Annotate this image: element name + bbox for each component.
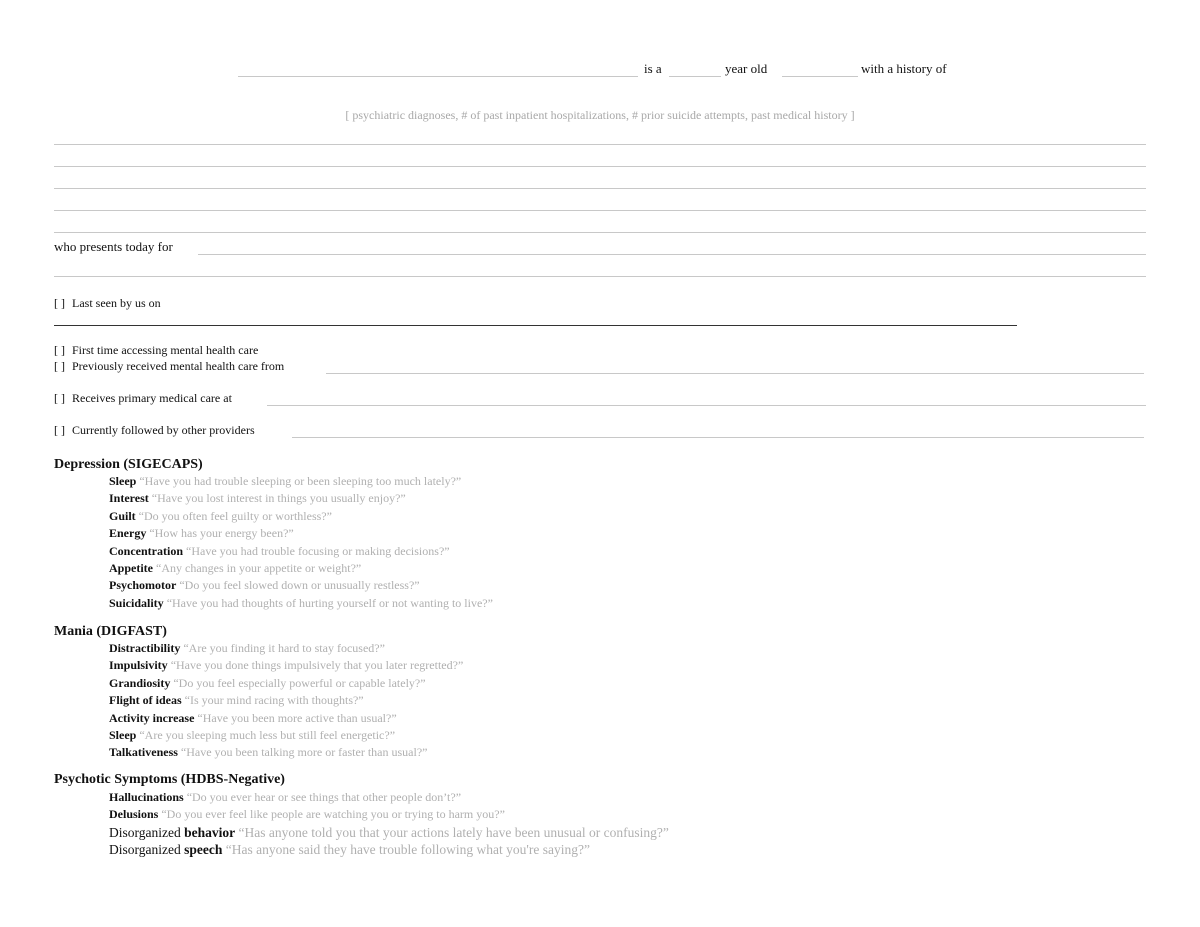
age-line[interactable] <box>669 76 721 77</box>
last-seen-label: Last seen by us on <box>72 296 161 310</box>
symptom-question: “Have you had thoughts of hurting yourself or not wanting to live?” <box>166 595 493 610</box>
history-line-5[interactable] <box>54 232 1146 233</box>
symptom-question: “Any changes in your appetite or weight?” <box>156 561 362 576</box>
symptom-question: “Do you often feel guilty or worthless?” <box>138 508 332 523</box>
history-label: with a history of <box>861 61 947 76</box>
history-line-2[interactable] <box>54 166 1146 167</box>
symptom-question: “Have you lost interest in things you usually enjoy?” <box>151 491 406 506</box>
symptom-term: Delusions <box>109 807 159 822</box>
previous-care-checkbox[interactable]: [ ] <box>54 359 65 373</box>
symptom-term: Sleep <box>109 474 137 488</box>
psychotic-item <box>109 824 669 841</box>
other-providers-checkbox[interactable]: [ ] <box>54 423 65 437</box>
psychotic-item <box>109 806 669 823</box>
presents-line-2[interactable] <box>54 276 1146 277</box>
mania-item <box>109 710 463 727</box>
symptom-term: Guilt <box>109 508 136 523</box>
mania-item <box>109 727 463 744</box>
symptom-question: “Do you ever feel like people are watching you or trying to harm you?” <box>161 807 505 822</box>
previous-care-line[interactable] <box>326 373 1144 374</box>
symptom-prefix: Disorganized <box>109 824 185 840</box>
history-line-4[interactable] <box>54 210 1146 211</box>
first-time-checkbox[interactable]: [ ] <box>54 343 65 357</box>
symptom-question: “Have you done things impulsively that you later regretted?” <box>170 658 464 673</box>
mania-item <box>109 744 463 761</box>
symptom-question: “Is your mind racing with thoughts?” <box>184 693 364 708</box>
year-old-label: year old <box>725 61 768 76</box>
mania-item <box>109 657 463 674</box>
symptom-term: behavior <box>184 824 236 840</box>
psychotic-title: Psychotic Symptoms (HDBS-Negative) <box>54 772 285 787</box>
symptom-question: “Have you been more active than usual?” <box>197 710 397 725</box>
symptom-question: “Have you had trouble sleeping or been sleeping too much lately?” <box>139 474 462 488</box>
symptom-question: “Are you finding it hard to stay focused?” <box>183 641 385 655</box>
symptom-term: Psychomotor <box>109 578 177 593</box>
psychotic-list <box>109 789 669 859</box>
mania-item <box>109 640 463 657</box>
symptom-question: “Have you had trouble focusing or making decisions?” <box>186 543 450 558</box>
primary-care-line[interactable] <box>267 405 1146 406</box>
depression-item <box>109 560 493 577</box>
symptom-term: Impulsivity <box>109 658 168 673</box>
symptom-term: Suicidality <box>109 595 164 610</box>
history-line-3[interactable] <box>54 188 1146 189</box>
depression-list <box>109 473 493 612</box>
depression-item <box>109 577 493 594</box>
primary-care-checkbox[interactable]: [ ] <box>54 391 65 405</box>
symptom-question: “Do you ever hear or see things that other people don’t?” <box>186 790 462 804</box>
presents-label: who presents today for <box>54 239 173 254</box>
mania-item <box>109 675 463 692</box>
depression-item <box>109 490 493 507</box>
last-seen-checkbox[interactable]: [ ] <box>54 296 65 310</box>
symptom-question: “Has anyone said they have trouble following what you're saying?” <box>225 842 590 858</box>
symptom-term: Sleep <box>109 728 137 743</box>
mania-title: Mania (DIGFAST) <box>54 624 167 639</box>
other-providers-row <box>54 423 255 438</box>
symptom-question: “Have you been talking more or faster than usual?” <box>180 745 428 760</box>
symptom-term: Hallucinations <box>109 790 184 804</box>
symptom-question: “Do you feel slowed down or unusually restless?” <box>179 578 420 593</box>
symptom-term: Interest <box>109 491 149 506</box>
symptom-term: Distractibility <box>109 641 181 655</box>
symptom-term: Talkativeness <box>109 745 178 760</box>
previous-care-row <box>54 359 284 374</box>
previous-care-label: Previously received mental health care from <box>72 359 285 373</box>
symptom-term: speech <box>184 842 223 858</box>
is-a-label: is a <box>644 61 662 76</box>
history-line-1[interactable] <box>54 144 1146 145</box>
history-hint: [ psychiatric diagnoses, # of past inpatient hospitalizations, # prior suicide attempts, past medical history ] <box>345 108 855 122</box>
patient-name-line[interactable] <box>238 76 638 77</box>
first-time-row <box>54 343 258 358</box>
symptom-term: Flight of ideas <box>109 693 182 708</box>
depression-item <box>109 543 493 560</box>
last-seen-row <box>54 296 161 311</box>
psychotic-item <box>109 841 669 858</box>
mania-list <box>109 640 463 762</box>
symptom-term: Appetite <box>109 561 153 576</box>
last-seen-line[interactable] <box>54 325 1017 326</box>
psychotic-item <box>109 789 669 806</box>
primary-care-label: Receives primary medical care at <box>72 391 232 405</box>
gender-line[interactable] <box>782 76 858 77</box>
depression-item <box>109 525 493 542</box>
presents-line[interactable] <box>198 254 1146 255</box>
other-providers-label: Currently followed by other providers <box>72 423 255 437</box>
symptom-term: Energy <box>109 526 147 541</box>
symptom-term: Concentration <box>109 543 183 558</box>
symptom-term: Activity increase <box>109 710 195 725</box>
depression-item <box>109 595 493 612</box>
depression-item <box>109 508 493 525</box>
symptom-prefix: Disorganized <box>109 842 185 858</box>
first-time-label: First time accessing mental health care <box>72 343 259 357</box>
primary-care-row <box>54 391 232 406</box>
symptom-term: Grandiosity <box>109 675 171 690</box>
symptom-question: “Has anyone told you that your actions lately have been unusual or confusing?” <box>238 824 669 840</box>
mania-item <box>109 692 463 709</box>
depression-title: Depression (SIGECAPS) <box>54 457 203 472</box>
symptom-question: “Are you sleeping much less but still feel energetic?” <box>139 728 396 743</box>
depression-item <box>109 473 493 490</box>
symptom-question: “Do you feel especially powerful or capable lately?” <box>173 675 426 690</box>
other-providers-line[interactable] <box>292 437 1144 438</box>
symptom-question: “How has your energy been?” <box>149 526 294 541</box>
